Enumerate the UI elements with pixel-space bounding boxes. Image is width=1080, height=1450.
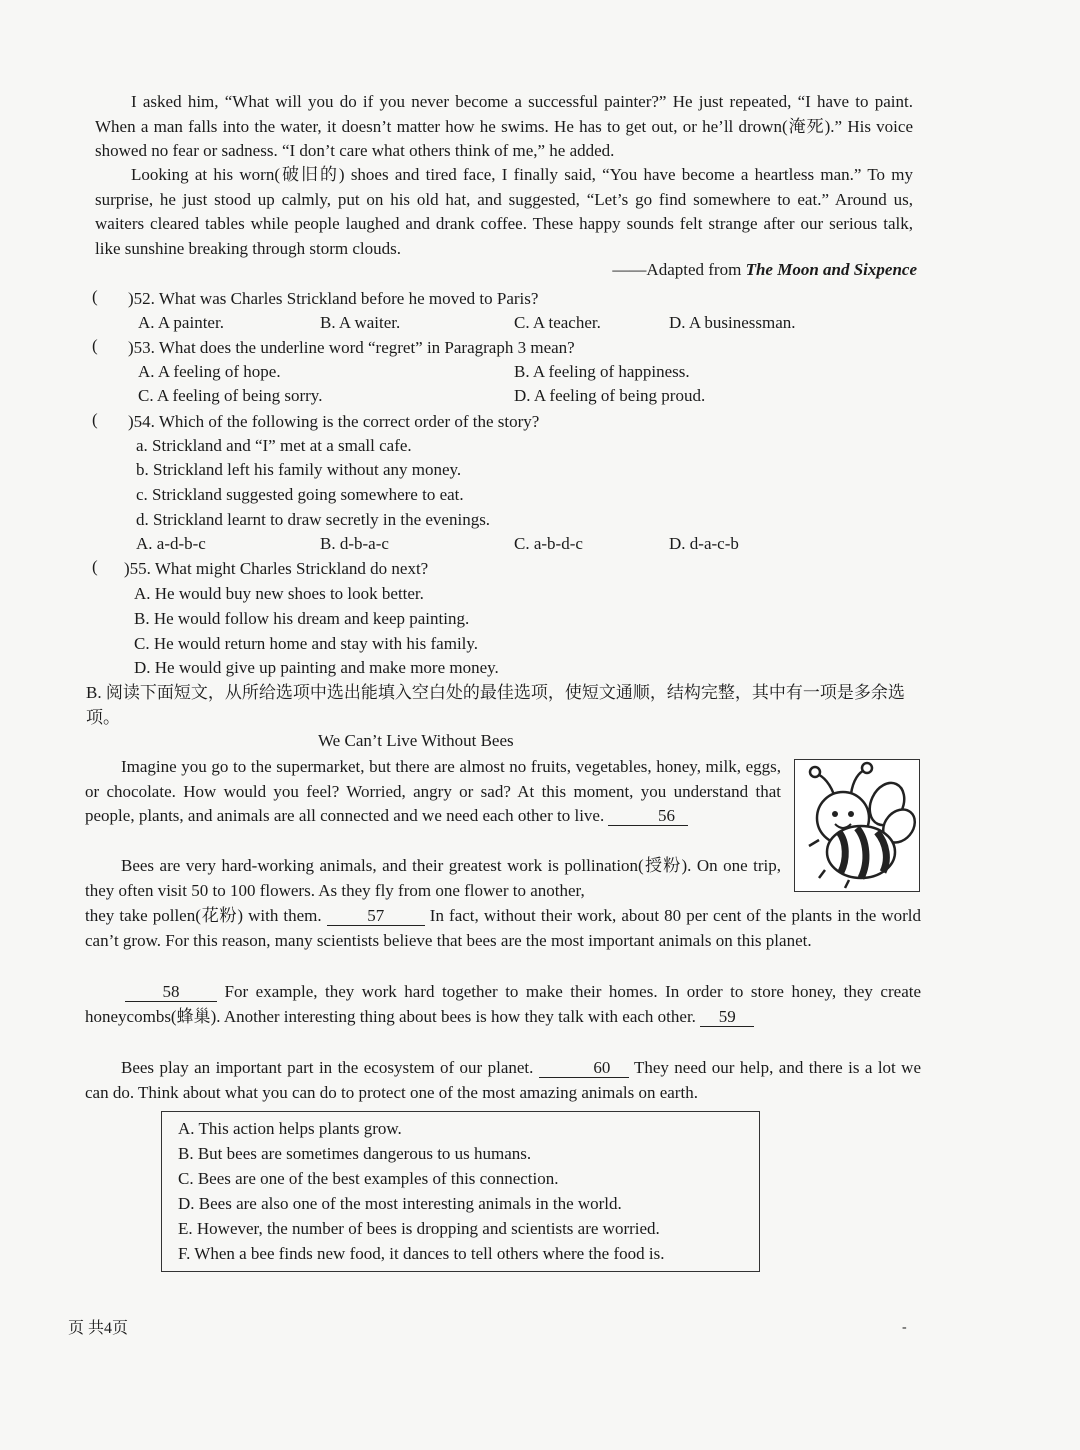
q55-option-b: B. He would follow his dream and keep painting. — [134, 609, 470, 628]
answer-paren-54: ( — [92, 410, 98, 429]
section-b-p3 — [85, 980, 921, 1029]
q52-option-c: C. A teacher. — [514, 313, 601, 332]
section-b-title: We Can’t Live Without Bees — [318, 731, 514, 750]
bee-icon — [795, 760, 919, 891]
section-b-p2b-post: In fact, without their work, about 80 per cent of the plants in the world can’t grow. For this reason, many scientists believe that bees are the most important animals on this planet. — [85, 906, 921, 950]
option-e: E. However, the number of bees is dropping and scientists are worried. — [178, 1219, 660, 1238]
section-b-paragraph-2a — [85, 854, 781, 903]
q54-option-d: D. d-a-c-b — [669, 534, 739, 553]
answer-paren-52: ( — [92, 287, 98, 306]
source-prefix: ——Adapted from — [612, 260, 746, 279]
section-b-p4-post: They need our help, and there is a lot we can do. Think about what you can do to protect one of the most amazing animals on earth. — [85, 1058, 922, 1102]
section-b-p2a: Bees are very hard-working animals, and their greatest work is pollination(授粉). On one trip, they often visit 50 to 100 flowers. As they fly from one flower to another, — [85, 856, 781, 900]
section-b-paragraph-2b — [85, 904, 921, 953]
section-b-p3-text: For example, they work hard together to make their homes. In order to store honey, they create honeycombs(蜂巢). Another interesting thing about bees is how they talk with each other. — [85, 982, 922, 1026]
passage-a-text-2: Looking at his worn(破旧的) shoes and tired face, I finally said, “You have become a heartless man.” To my surprise, he just stood up calmly, put on his old hat, and suggested, “Let’s go find somewhere to eat.” Around us, waiters cleared tables while people laughed and drank coffee. These happy sounds felt strange after our serious talk, like sunshine breaking through storm clouds. — [95, 165, 913, 258]
passage-a-paragraph-1 — [95, 90, 913, 164]
question-55: )55. What might Charles Strickland do next? — [124, 559, 429, 578]
blank-57[interactable]: 57 — [327, 907, 425, 926]
section-b-p4 — [85, 1056, 921, 1105]
section-b-p1 — [85, 755, 781, 829]
blank-56[interactable]: 56 — [608, 807, 688, 826]
q52-option-d: D. A businessman. — [669, 313, 796, 332]
answer-paren-53: ( — [92, 336, 98, 355]
q54-option-b: B. d-b-a-c — [320, 534, 389, 553]
section-b-p2b-pre: they take pollen(花粉) with them. — [85, 906, 322, 925]
q54-event-a: a. Strickland and “I” met at a small cafe. — [136, 436, 412, 455]
footer-mark: - — [902, 1320, 907, 1335]
q53-option-b: B. A feeling of happiness. — [514, 362, 690, 381]
option-d: D. Bees are also one of the most interesting animals in the world. — [178, 1194, 622, 1213]
source-title: The Moon and Sixpence — [745, 260, 917, 279]
q55-option-a: A. He would buy new shoes to look better. — [134, 584, 424, 603]
blank-60[interactable]: 60 — [539, 1059, 629, 1078]
q53-option-a: A. A feeling of hope. — [138, 362, 281, 381]
q55-option-d: D. He would give up painting and make more money. — [134, 658, 499, 677]
q55-option-c: C. He would return home and stay with his family. — [134, 634, 479, 653]
passage-a-text-1: I asked him, “What will you do if you never become a successful painter?” He just repeated, “I have to paint. When a man falls into the water, it doesn’t matter how he swims. He has to get out, or he’ll drown(淹死).” His voice showed no fear or sadness. “I don’t care what others think of me,” he added. — [95, 92, 913, 160]
blank-58[interactable]: 58 — [125, 983, 217, 1002]
section-b-paragraph-3 — [85, 980, 921, 1029]
question-52: )52. What was Charles Strickland before he moved to Paris? — [128, 289, 539, 308]
question-53: )53. What does the underline word “regret” in Paragraph 3 mean? — [128, 338, 575, 357]
option-c: C. Bees are one of the best examples of this connection. — [178, 1169, 559, 1188]
bee-illustration — [794, 759, 920, 892]
section-b-p4-pre: Bees play an important part in the ecosystem of our planet. — [121, 1058, 534, 1077]
q54-event-c: c. Strickland suggested going somewhere to eat. — [136, 485, 464, 504]
option-f: F. When a bee finds new food, it dances to tell others where the food is. — [178, 1244, 665, 1263]
answer-paren-55: ( — [92, 557, 98, 576]
page-footer: 页 共4页 — [68, 1320, 129, 1337]
q52-option-a: A. A painter. — [138, 313, 224, 332]
section-b-p1-text: Imagine you go to the supermarket, but there are almost no fruits, vegetables, honey, milk, eggs, or chocolate. How would you feel? Worried, angry or sad? At this moment, you understand that people, plants, and animals are all connected and we need each other to live. — [85, 757, 781, 825]
option-b: B. But bees are sometimes dangerous to us humans. — [178, 1144, 532, 1163]
section-b-instructions: B. 阅读下面短文，从所给选项中选出能填入空白处的最佳选项，使短文通顺，结构完整，其中有一项是多余选项。 — [86, 683, 905, 727]
blank-59[interactable]: 59 — [700, 1008, 754, 1027]
source-citation — [612, 260, 917, 280]
section-b-p2b — [85, 904, 921, 953]
q53-option-c: C. A feeling of being sorry. — [138, 386, 323, 405]
option-a: A. This action helps plants grow. — [178, 1119, 402, 1138]
passage-a-paragraph-2 — [95, 163, 913, 261]
options-box — [161, 1111, 760, 1272]
q54-option-a: A. a-d-b-c — [136, 534, 206, 553]
question-54: )54. Which of the following is the correct order of the story? — [128, 412, 540, 431]
q54-event-b: b. Strickland left his family without any money. — [136, 460, 462, 479]
q54-option-c: C. a-b-d-c — [514, 534, 583, 553]
q54-event-d: d. Strickland learnt to draw secretly in the evenings. — [136, 510, 491, 529]
section-b-paragraph-1 — [85, 755, 781, 829]
q52-option-b: B. A waiter. — [320, 313, 401, 332]
q53-option-d: D. A feeling of being proud. — [514, 386, 706, 405]
section-b-paragraph-4 — [85, 1056, 921, 1105]
